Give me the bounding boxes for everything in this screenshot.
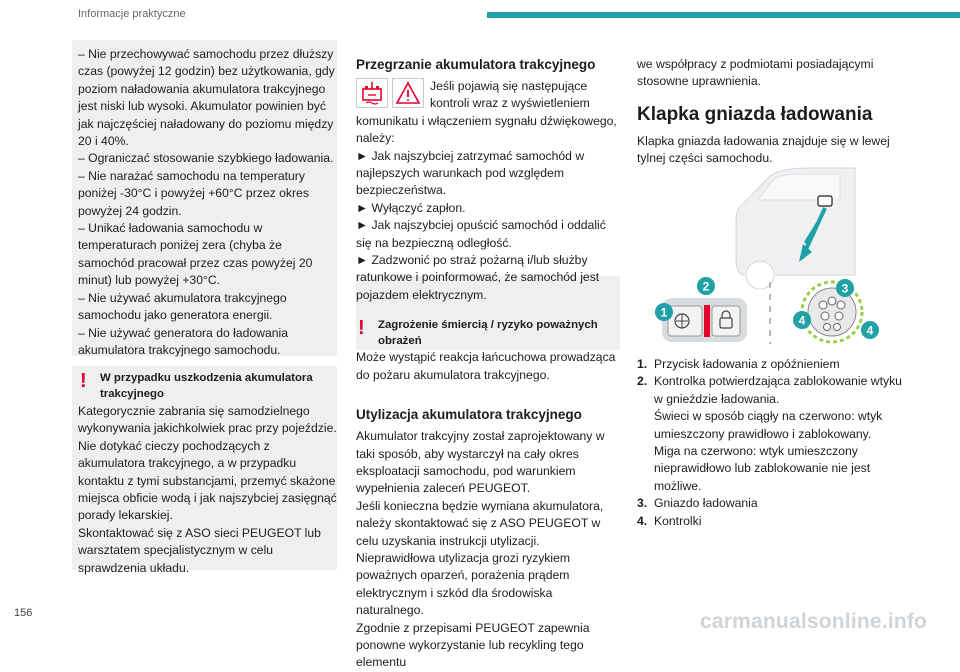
tip-1: – Nie przechowywać samochodu przez dłuższy czas (powyżej 12 godzin) bez użytkowania, gdy poziom naładowania akumulatora trakcyjnego jest niski lub wysoki. Akumulator powinien być jak najczęściej naładowany do poziomu między 20 i 40%. [78,47,335,149]
legend-item-2: 2. Kontrolka potwierdzająca zablokowanie wtyku w gnieździe ładowania. [637,374,902,406]
column-2 [356,56,620,672]
recycling-body-1: Akumulator trakcyjny został zaprojektowany w taki sposób, aby wystarczył na cały okres eksploatacji samochodu, pod warunkiem wypełnienia zaleceń PEUGEOT. [356,429,605,496]
exclamation-icon: ! [358,317,365,340]
legend-item-1: 1. Przycisk ładowania z opóźnieniem [637,357,840,371]
tip-3: – Nie narażać samochodu na temperatury poniżej -30°C i powyżej +60°C przez okres powyżej 24 godzin. [78,168,309,218]
charging-flap-intro: Klapka gniazda ładowania znajduje się w lewej tylnej części samochodu. [637,133,890,166]
svg-text:1: 1 [660,305,668,320]
recycling-body-2: Jeśli konieczna będzie wymiana akumulatora, należy skontaktować się z ASO PEUGEOT w celu uzyskania instrukcji utylizacji. Nieprawidłowa utylizacja grozi ryzykiem poważnych oparzeń, porażenia prądem elektrycznym i szkód dla środowiska naturalnego. [356,498,604,618]
warning-title: W przypadku uszkodzenia akumulatora trakcyjnego [100,372,313,400]
callout-4b [861,321,879,339]
step-3: ► Jak najszybciej opuścić samochód i oddalić się na bezpieczną odległość. [356,218,606,250]
callout-3 [836,279,854,297]
header-accent-bar [487,12,960,18]
svg-text:3: 3 [841,281,849,296]
step-2: ► Wyłączyć zapłon. [356,200,466,215]
fire-warning-title: Zagrożenie śmiercią / ryzyko poważnych obrażeń [378,319,598,348]
svg-text:2: 2 [702,279,710,294]
fire-warning-body: Może wystąpić reakcja łańcuchowa prowadząca do pożaru akumulatora trakcyjnego. [356,350,616,382]
tip-2: – Ograniczać stosowanie szybkiego ładowania. [78,151,334,166]
legend [637,356,907,530]
page-number: 156 [14,607,33,619]
step-1: ► Jak najszybciej zatrzymać samochód w najlepszych warunkach pod względem bezpieczeństwa. [356,148,585,198]
recycling-body-3: Zgodnie z przepisami PEUGEOT zapewnia ponowne wykorzystanie lub recykling tego elementu [356,620,590,670]
warning-lamps [356,78,424,108]
overheat-heading: Przegrzanie akumulatora trakcyjnego [356,57,596,72]
callout-1 [655,303,673,321]
callout-2 [697,277,715,295]
svg-text:4: 4 [798,313,806,328]
step-4: ► Zadzwonić po straż pożarną i/lub służby ratunkowe i poinformować, że samochód jest pojazdem elektrycznym. [356,253,600,302]
exclamation-icon: ! [80,370,87,392]
charging-flap [818,196,832,206]
damage-warning [78,370,338,577]
warning-body-3: Skontaktować się z ASO sieci PEUGEOT lub warsztatem specjalistycznym w celu sprawdzenia układu. [78,525,321,575]
tip-6: – Nie używać generatora do ładowania akumulatora trakcyjnego samochodu. [78,325,289,357]
column-3 [637,56,901,168]
charging-flap-illustration [640,160,920,352]
overheat-intro: Jeśli pojawią się następujące kontroli wraz z wyświetleniem komunikatu i włączeniem sygnału dźwiękowego, należy: [356,79,617,146]
warning-body-1: Kategorycznie zabrania się samodzielnego wykonywania jakichkolwiek prac przy pojeździe. [78,404,337,436]
charging-flap-title: Klapka gniazda ładowania [637,103,873,125]
recycling-heading: Utylizacja akumulatora trakcyjnego [356,407,582,423]
legend-item-2-detail-b: Miga na czerwono: wtyk umieszczony nieprawidłowo lub zablokowanie nie jest możliwe. [654,444,871,493]
header-title: Informacje praktyczne [78,8,186,20]
legend-item-4: 4. Kontrolki [637,513,702,528]
legend-item-2-detail-a: Świeci w sposób ciągły na czerwono: wtyk umieszczony prawidłowo i zablokowany. [654,409,883,441]
tip-5: – Nie używać akumulatora trakcyjnego samochodu jako generatora energii. [78,290,287,323]
watermark: carmanualsonline.info [700,610,928,633]
recycling-continuation: we współpracy z podmiotami posiadającymi stosowne uprawnienia. [637,57,874,89]
callout-4a [793,311,811,329]
svg-text:4: 4 [866,323,874,338]
warning-title-wrap [78,370,338,402]
legend-item-3: 3. Gniazdo ładowania [637,496,758,511]
tip-4: – Unikać ładowania samochodu w temperaturach poniżej zera (chyba że samochód pracował przez czas powyżej 20 minut) lub powyżej +30°C. [78,221,313,288]
warning-body-2: Nie dotykać cieczy pochodzących z akumulatora trakcyjnego, a w przypadku kontaktu z tymi substancjami, przemyć skażone miejsca obficie wodą i jak najszybciej zasięgnąć porady lekarskiej. [78,438,337,523]
fire-warning [356,317,620,384]
column-1 [78,46,338,359]
battery-temperature-icon [356,78,424,108]
